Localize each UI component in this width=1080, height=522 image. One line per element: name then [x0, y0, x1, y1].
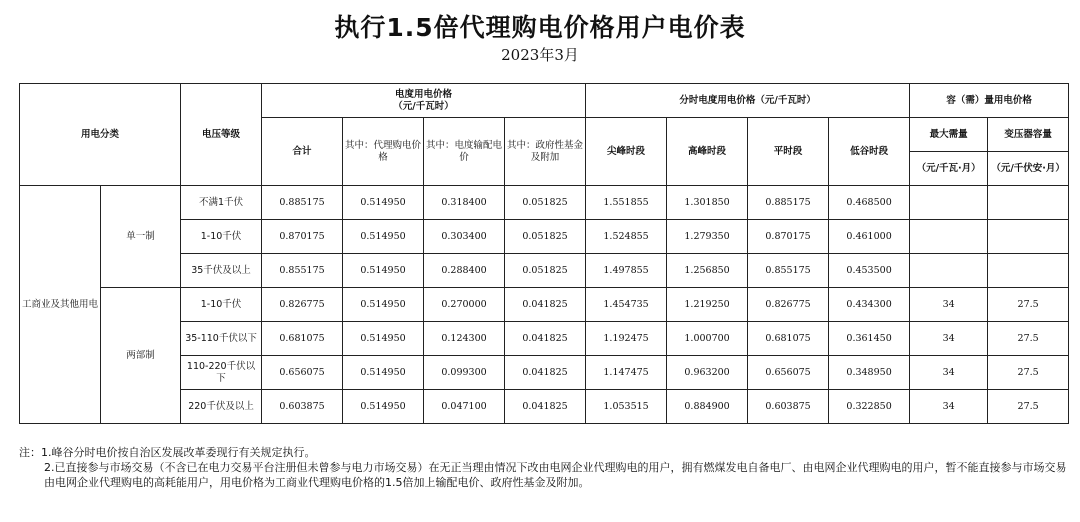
table-row	[20, 288, 1069, 322]
peak-cell: 0.963200	[667, 356, 748, 390]
fund-cell: 0.041825	[505, 390, 586, 424]
voltage-cell: 1-10千伏	[181, 288, 262, 322]
sharp-peak-cell: 1.053515	[586, 390, 667, 424]
header-total: 合计	[262, 118, 343, 186]
peak-cell: 1.279350	[667, 220, 748, 254]
note-1: 注：1.峰谷分时电价按自治区发展改革委现行有关规定执行。	[19, 446, 316, 459]
total-cell: 0.885175	[262, 186, 343, 220]
sharp-peak-cell: 1.454735	[586, 288, 667, 322]
header-flat: 平时段	[748, 118, 829, 186]
header-kwh-group: 电度用电价格 （元/千瓦时）	[262, 84, 586, 118]
fund-cell: 0.041825	[505, 288, 586, 322]
voltage-cell: 110-220千伏以下	[181, 356, 262, 390]
fund-cell: 0.051825	[505, 186, 586, 220]
transmission-cell: 0.303400	[424, 220, 505, 254]
valley-cell: 0.348950	[829, 356, 910, 390]
peak-cell: 1.256850	[667, 254, 748, 288]
price-table	[19, 83, 1069, 424]
total-cell: 0.855175	[262, 254, 343, 288]
valley-cell: 0.322850	[829, 390, 910, 424]
total-cell: 0.656075	[262, 356, 343, 390]
max-demand-cell	[910, 186, 988, 220]
pricing-system-cell: 两部制	[101, 288, 181, 424]
fund-cell: 0.041825	[505, 356, 586, 390]
header-transformer-unit: （元/千伏安·月）	[988, 152, 1069, 186]
transmission-cell: 0.047100	[424, 390, 505, 424]
transmission-cell: 0.099300	[424, 356, 505, 390]
fund-cell: 0.041825	[505, 322, 586, 356]
voltage-cell: 35千伏及以上	[181, 254, 262, 288]
total-cell: 0.826775	[262, 288, 343, 322]
voltage-cell: 1-10千伏	[181, 220, 262, 254]
valley-cell: 0.434300	[829, 288, 910, 322]
sharp-peak-cell: 1.192475	[586, 322, 667, 356]
valley-cell: 0.461000	[829, 220, 910, 254]
page-title: 执行1.5倍代理购电价格用户电价表	[334, 13, 746, 42]
header-voltage: 电压等级	[181, 84, 262, 186]
agent-cell: 0.514950	[343, 186, 424, 220]
flat-cell: 0.603875	[748, 390, 829, 424]
total-cell: 0.870175	[262, 220, 343, 254]
fund-cell: 0.051825	[505, 254, 586, 288]
header-peak: 高峰时段	[667, 118, 748, 186]
agent-cell: 0.514950	[343, 288, 424, 322]
transmission-cell: 0.288400	[424, 254, 505, 288]
header-valley: 低谷时段	[829, 118, 910, 186]
peak-cell: 1.000700	[667, 322, 748, 356]
flat-cell: 0.826775	[748, 288, 829, 322]
flat-cell: 0.870175	[748, 220, 829, 254]
flat-cell: 0.885175	[748, 186, 829, 220]
transformer-cell: 27.5	[988, 390, 1069, 424]
agent-cell: 0.514950	[343, 390, 424, 424]
transformer-cell	[988, 220, 1069, 254]
transmission-cell: 0.124300	[424, 322, 505, 356]
pricing-system-cell: 单一制	[101, 186, 181, 288]
agent-cell: 0.514950	[343, 322, 424, 356]
peak-cell: 1.219250	[667, 288, 748, 322]
flat-cell: 0.855175	[748, 254, 829, 288]
category-cell: 工商业及其他用电	[20, 186, 101, 424]
header-capacity-group: 容（需）量用电价格	[910, 84, 1069, 118]
page-subtitle: 2023年3月	[501, 46, 579, 64]
total-cell: 0.603875	[262, 390, 343, 424]
valley-cell: 0.361450	[829, 322, 910, 356]
agent-cell: 0.514950	[343, 356, 424, 390]
max-demand-cell: 34	[910, 322, 988, 356]
transformer-cell: 27.5	[988, 288, 1069, 322]
max-demand-cell: 34	[910, 390, 988, 424]
flat-cell: 0.681075	[748, 322, 829, 356]
sharp-peak-cell: 1.524855	[586, 220, 667, 254]
agent-cell: 0.514950	[343, 220, 424, 254]
fund-cell: 0.051825	[505, 220, 586, 254]
transformer-cell	[988, 254, 1069, 288]
header-fund: 其中：政府性基金及附加	[505, 118, 586, 186]
notes	[19, 445, 1071, 490]
max-demand-cell	[910, 220, 988, 254]
transformer-cell: 27.5	[988, 322, 1069, 356]
sharp-peak-cell: 1.147475	[586, 356, 667, 390]
header-max-demand: 最大需量	[910, 118, 988, 152]
header-tou-group: 分时电度用电价格（元/千瓦时）	[586, 84, 910, 118]
transformer-cell: 27.5	[988, 356, 1069, 390]
peak-cell: 1.301850	[667, 186, 748, 220]
voltage-cell: 35-110千伏以下	[181, 322, 262, 356]
max-demand-cell: 34	[910, 288, 988, 322]
sharp-peak-cell: 1.497855	[586, 254, 667, 288]
max-demand-cell: 34	[910, 356, 988, 390]
flat-cell: 0.656075	[748, 356, 829, 390]
voltage-cell: 不满1千伏	[181, 186, 262, 220]
note-2: 2.已直接参与市场交易（不含已在电力交易平台注册但未曾参与电力市场交易）在无正当理由情况下改由电网企业代理购电的用户，拥有燃煤发电自备电厂、由电网企业代理购电的用户，暂不能直接参与市场交易由电网企业代理购电的高耗能用户，用电价格为工商业代理购电价格的1.5倍加上输配电价、政府性基金及附加。	[44, 461, 1067, 489]
transmission-cell: 0.270000	[424, 288, 505, 322]
valley-cell: 0.468500	[829, 186, 910, 220]
total-cell: 0.681075	[262, 322, 343, 356]
header-transformer: 变压器容量	[988, 118, 1069, 152]
header-max-demand-unit: （元/千瓦·月）	[910, 152, 988, 186]
header-sharp-peak: 尖峰时段	[586, 118, 667, 186]
voltage-cell: 220千伏及以上	[181, 390, 262, 424]
sharp-peak-cell: 1.551855	[586, 186, 667, 220]
table-row	[20, 186, 1069, 220]
transformer-cell	[988, 186, 1069, 220]
peak-cell: 0.884900	[667, 390, 748, 424]
agent-cell: 0.514950	[343, 254, 424, 288]
header-transmission: 其中：电度输配电价	[424, 118, 505, 186]
valley-cell: 0.453500	[829, 254, 910, 288]
max-demand-cell	[910, 254, 988, 288]
header-agent: 其中：代理购电价格	[343, 118, 424, 186]
transmission-cell: 0.318400	[424, 186, 505, 220]
header-category: 用电分类	[20, 84, 181, 186]
